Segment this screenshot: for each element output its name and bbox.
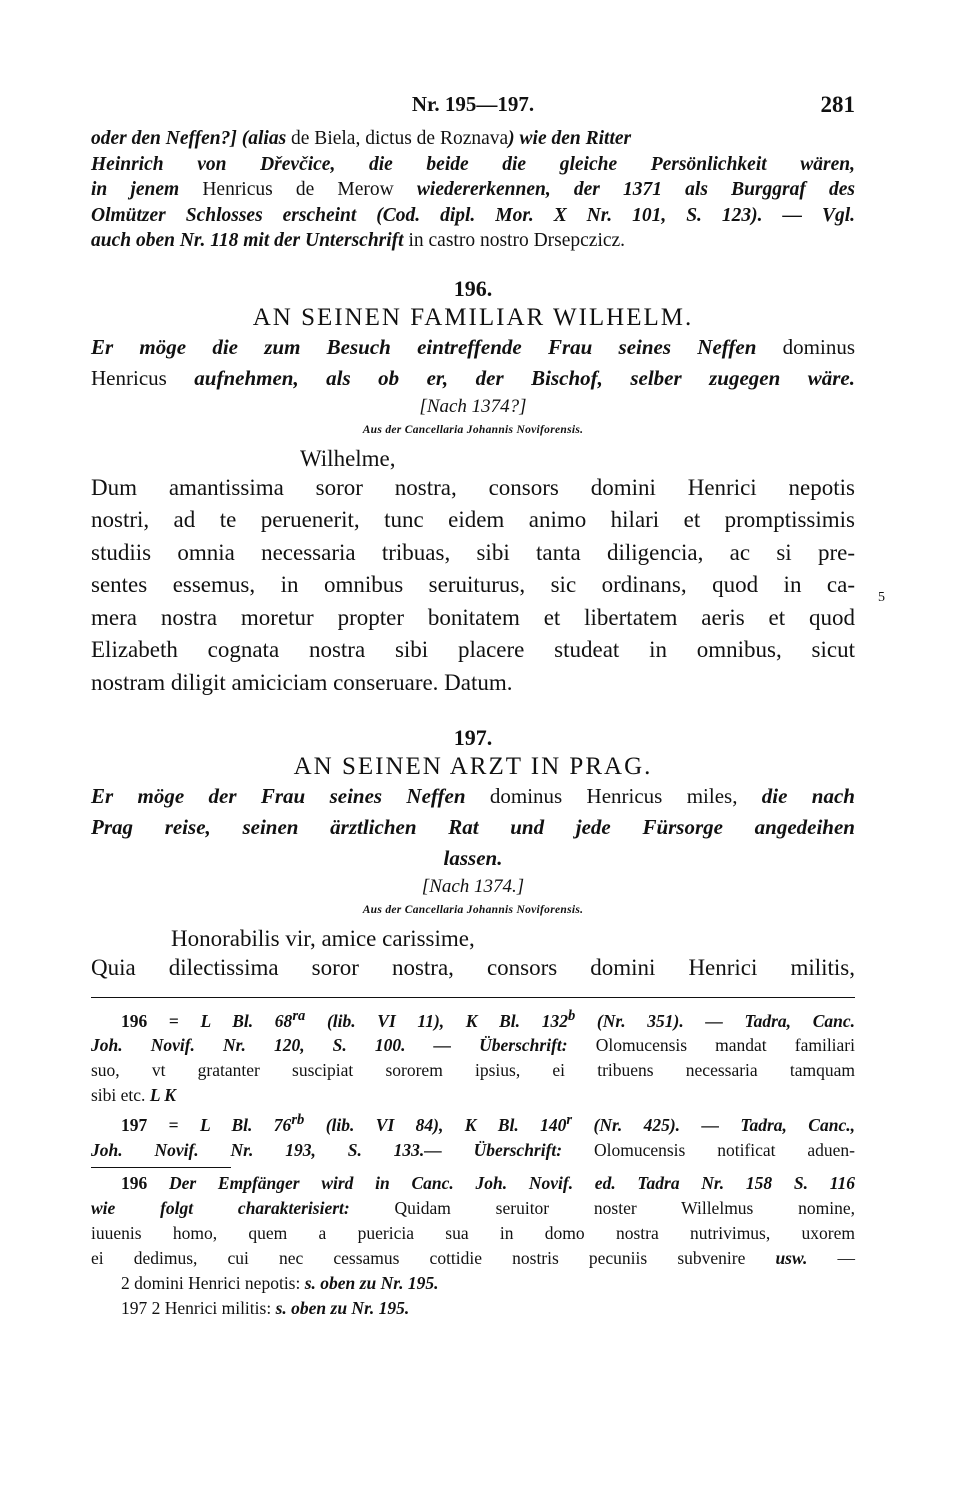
note-italic: wie folgt charakterisiert: <box>91 1198 350 1219</box>
note-roman: 2 domini Henrici nepotis: <box>121 1273 305 1294</box>
summary-roman: dominus <box>756 334 855 359</box>
apparatus-italic: L Bl. 68 <box>200 1010 293 1031</box>
critical-apparatus <box>91 1004 855 1164</box>
note-line <box>91 1246 855 1271</box>
apparatus-roman: sibi etc. <box>91 1085 150 1106</box>
letter-number: 197. <box>453 725 493 750</box>
apparatus-line <box>91 1004 855 1034</box>
apparatus-italic: L K <box>149 1085 176 1106</box>
summary-italic: Er möge die zum Besuch eintreffende Frau seines Neffen <box>91 334 757 359</box>
continuation-roman: in castro nostro Drsepczicz. <box>403 230 626 251</box>
apparatus-italic: Joh. Novif. Nr. 120, S. 100. — Überschrift: <box>91 1035 568 1056</box>
body-line: Quia dilectissima soror nostra, consors domini Henrici militis, <box>91 955 855 980</box>
continuation-italic: wiedererkennen, der 1371 als Burggraf des <box>416 179 855 200</box>
summary-roman: dominus Henricus miles, <box>465 784 738 808</box>
apparatus-italic: L Bl. 76 <box>200 1115 292 1136</box>
continuation-line: Olmützer Schlosses erscheint (Cod. dipl. Mor. X Nr. 101, S. 123). — Vgl. <box>91 204 855 226</box>
note-line <box>91 1296 855 1321</box>
continuation-italic: auch oben Nr. 118 mit der Unterschrift <box>91 230 404 251</box>
summary-line <box>91 781 855 812</box>
summary-line <box>91 332 855 363</box>
continuation-italic: in jenem <box>91 179 180 200</box>
book-page <box>91 86 885 1321</box>
note-line: iuuenis homo, quem a puericia sua in domo nostra nutrivimus, uxorem <box>91 1223 855 1244</box>
letter-summary <box>91 332 855 394</box>
letter-source: Aus der Cancellaria Johannis Noviforensis. <box>362 423 584 436</box>
apparatus-line <box>91 1108 855 1138</box>
note-roman: 197 2 Henrici militis: <box>121 1298 276 1319</box>
body-line: nostri, ad te peruenerit, tunc eidem animo hilari et promptissimis <box>91 507 855 532</box>
apparatus-line <box>91 1083 855 1108</box>
apparatus-line: suo, vt gratanter suscipiat sororem ipsius, ei tribuens necessaria tamquam <box>91 1060 855 1081</box>
note-italic: usw. <box>775 1248 808 1269</box>
summary-italic: aufnehmen, als ob er, der Bischof, selber zugegen wäre. <box>166 365 855 390</box>
letter-salutation: Honorabilis vir, amice carissime, <box>171 926 475 951</box>
summary-italic: die nach <box>737 784 855 808</box>
note-line <box>91 1271 855 1296</box>
apparatus-roman: 196 = <box>121 1010 201 1031</box>
note-italic: Der Empfänger wird in Canc. Joh. Novif. ed. Tadra Nr. 158 S. 116 <box>168 1173 855 1194</box>
apparatus-sup: b <box>567 1007 576 1024</box>
page-number: 281 <box>820 92 855 117</box>
letter-salutation: Wilhelme, <box>300 445 396 471</box>
letter-body <box>91 472 885 700</box>
apparatus-italic: (lib. VI 11), K Bl. 132 <box>305 1010 568 1031</box>
running-head-title: Nr. 195—197. <box>411 92 535 116</box>
letter-body <box>91 952 855 985</box>
summary-line <box>91 363 855 394</box>
note-roman: Quidam seruitor noster Willelmus nomine, <box>349 1198 856 1219</box>
continuation-line <box>91 126 855 152</box>
letter-heading: AN SEINEN FAMILIAR WILHELM. <box>252 303 694 331</box>
summary-italic: Er möge der Frau seines Neffen <box>91 784 466 808</box>
continuation-italic: oder den Neffen?] (alias <box>91 128 287 149</box>
continuation-line <box>91 228 855 254</box>
apparatus-line <box>91 1138 855 1163</box>
letter-source: Aus der Cancellaria Johannis Noviforensis. <box>362 904 584 916</box>
body-line: studiis omnia necessaria tribuas, sibi tanta diligencia, ac si pre- <box>91 539 855 565</box>
continuation-italic: ) wie den Ritter <box>508 128 632 149</box>
letter-date: [Nach 1374?] <box>419 395 527 417</box>
note-italic: s. oben zu Nr. 195. <box>275 1298 410 1319</box>
summary-line: Prag reise, seinen ärztlichen Rat und jede Fürsorge angedeihen <box>91 815 855 839</box>
note-roman: — <box>807 1248 856 1269</box>
apparatus-italic: (lib. VI 84), K Bl. 140 <box>304 1115 567 1136</box>
note-roman: ei dedimus, cui nec cessamus cottidie nostris pecuniis subvenire <box>91 1248 776 1269</box>
notes-rule <box>91 1167 231 1168</box>
apparatus-italic: (Nr. 351). — Tadra, Canc. <box>575 1010 855 1031</box>
note-roman: 196 <box>121 1173 169 1194</box>
apparatus-italic: (Nr. 425). — Tadra, Canc., <box>572 1115 855 1136</box>
body-line: nostram diligit amiciciam conseruare. Datum. <box>91 669 513 695</box>
note-line <box>91 1196 855 1221</box>
body-line: sentes essemus, in omnibus seruiturus, sic ordinans, quod in ca- <box>91 572 855 597</box>
apparatus-roman: Olomucensis notificat aduen- <box>562 1140 855 1161</box>
summary-roman: Henricus <box>91 365 167 390</box>
body-line: Elizabeth cognata nostra sibi placere studeat in omnibus, sicut <box>91 637 855 662</box>
continuation-line: Heinrich von Dřevčice, die beide die gleiche Persönlichkeit wären, <box>91 153 855 175</box>
apparatus-sup: rb <box>291 1112 305 1129</box>
continuation-note <box>91 126 855 254</box>
continuation-roman: Henricus de Merow <box>179 179 417 200</box>
note-line <box>91 1171 855 1196</box>
apparatus-sup: ra <box>292 1007 306 1024</box>
historical-notes <box>91 1171 855 1321</box>
apparatus-sup: r <box>566 1112 573 1129</box>
apparatus-rule <box>91 997 855 998</box>
body-line: mera nostra moretur propter bonitatem et libertatem aeris et quod <box>91 604 855 630</box>
summary-line: lassen. <box>443 846 503 870</box>
apparatus-roman: 197 = <box>121 1115 201 1136</box>
apparatus-line <box>91 1033 855 1058</box>
letter-date: [Nach 1374.] <box>421 876 525 897</box>
margin-line-number: 5 <box>878 589 885 605</box>
continuation-roman: de Biela, dictus de Roznava <box>286 128 509 149</box>
note-italic: s. oben zu Nr. 195. <box>304 1273 439 1294</box>
letter-number: 196. <box>453 275 493 301</box>
body-line: Dum amantissima soror nostra, consors domini Henrici nepotis <box>91 474 855 500</box>
continuation-line <box>91 177 855 203</box>
apparatus-italic: Joh. Novif. Nr. 193, S. 133.— Überschrift: <box>91 1140 563 1161</box>
letter-summary <box>91 781 855 874</box>
running-head <box>91 86 855 126</box>
letter-heading: AN SEINEN ARZT IN PRAG. <box>293 753 653 780</box>
apparatus-roman: Olomucensis mandat familiari <box>567 1035 856 1056</box>
